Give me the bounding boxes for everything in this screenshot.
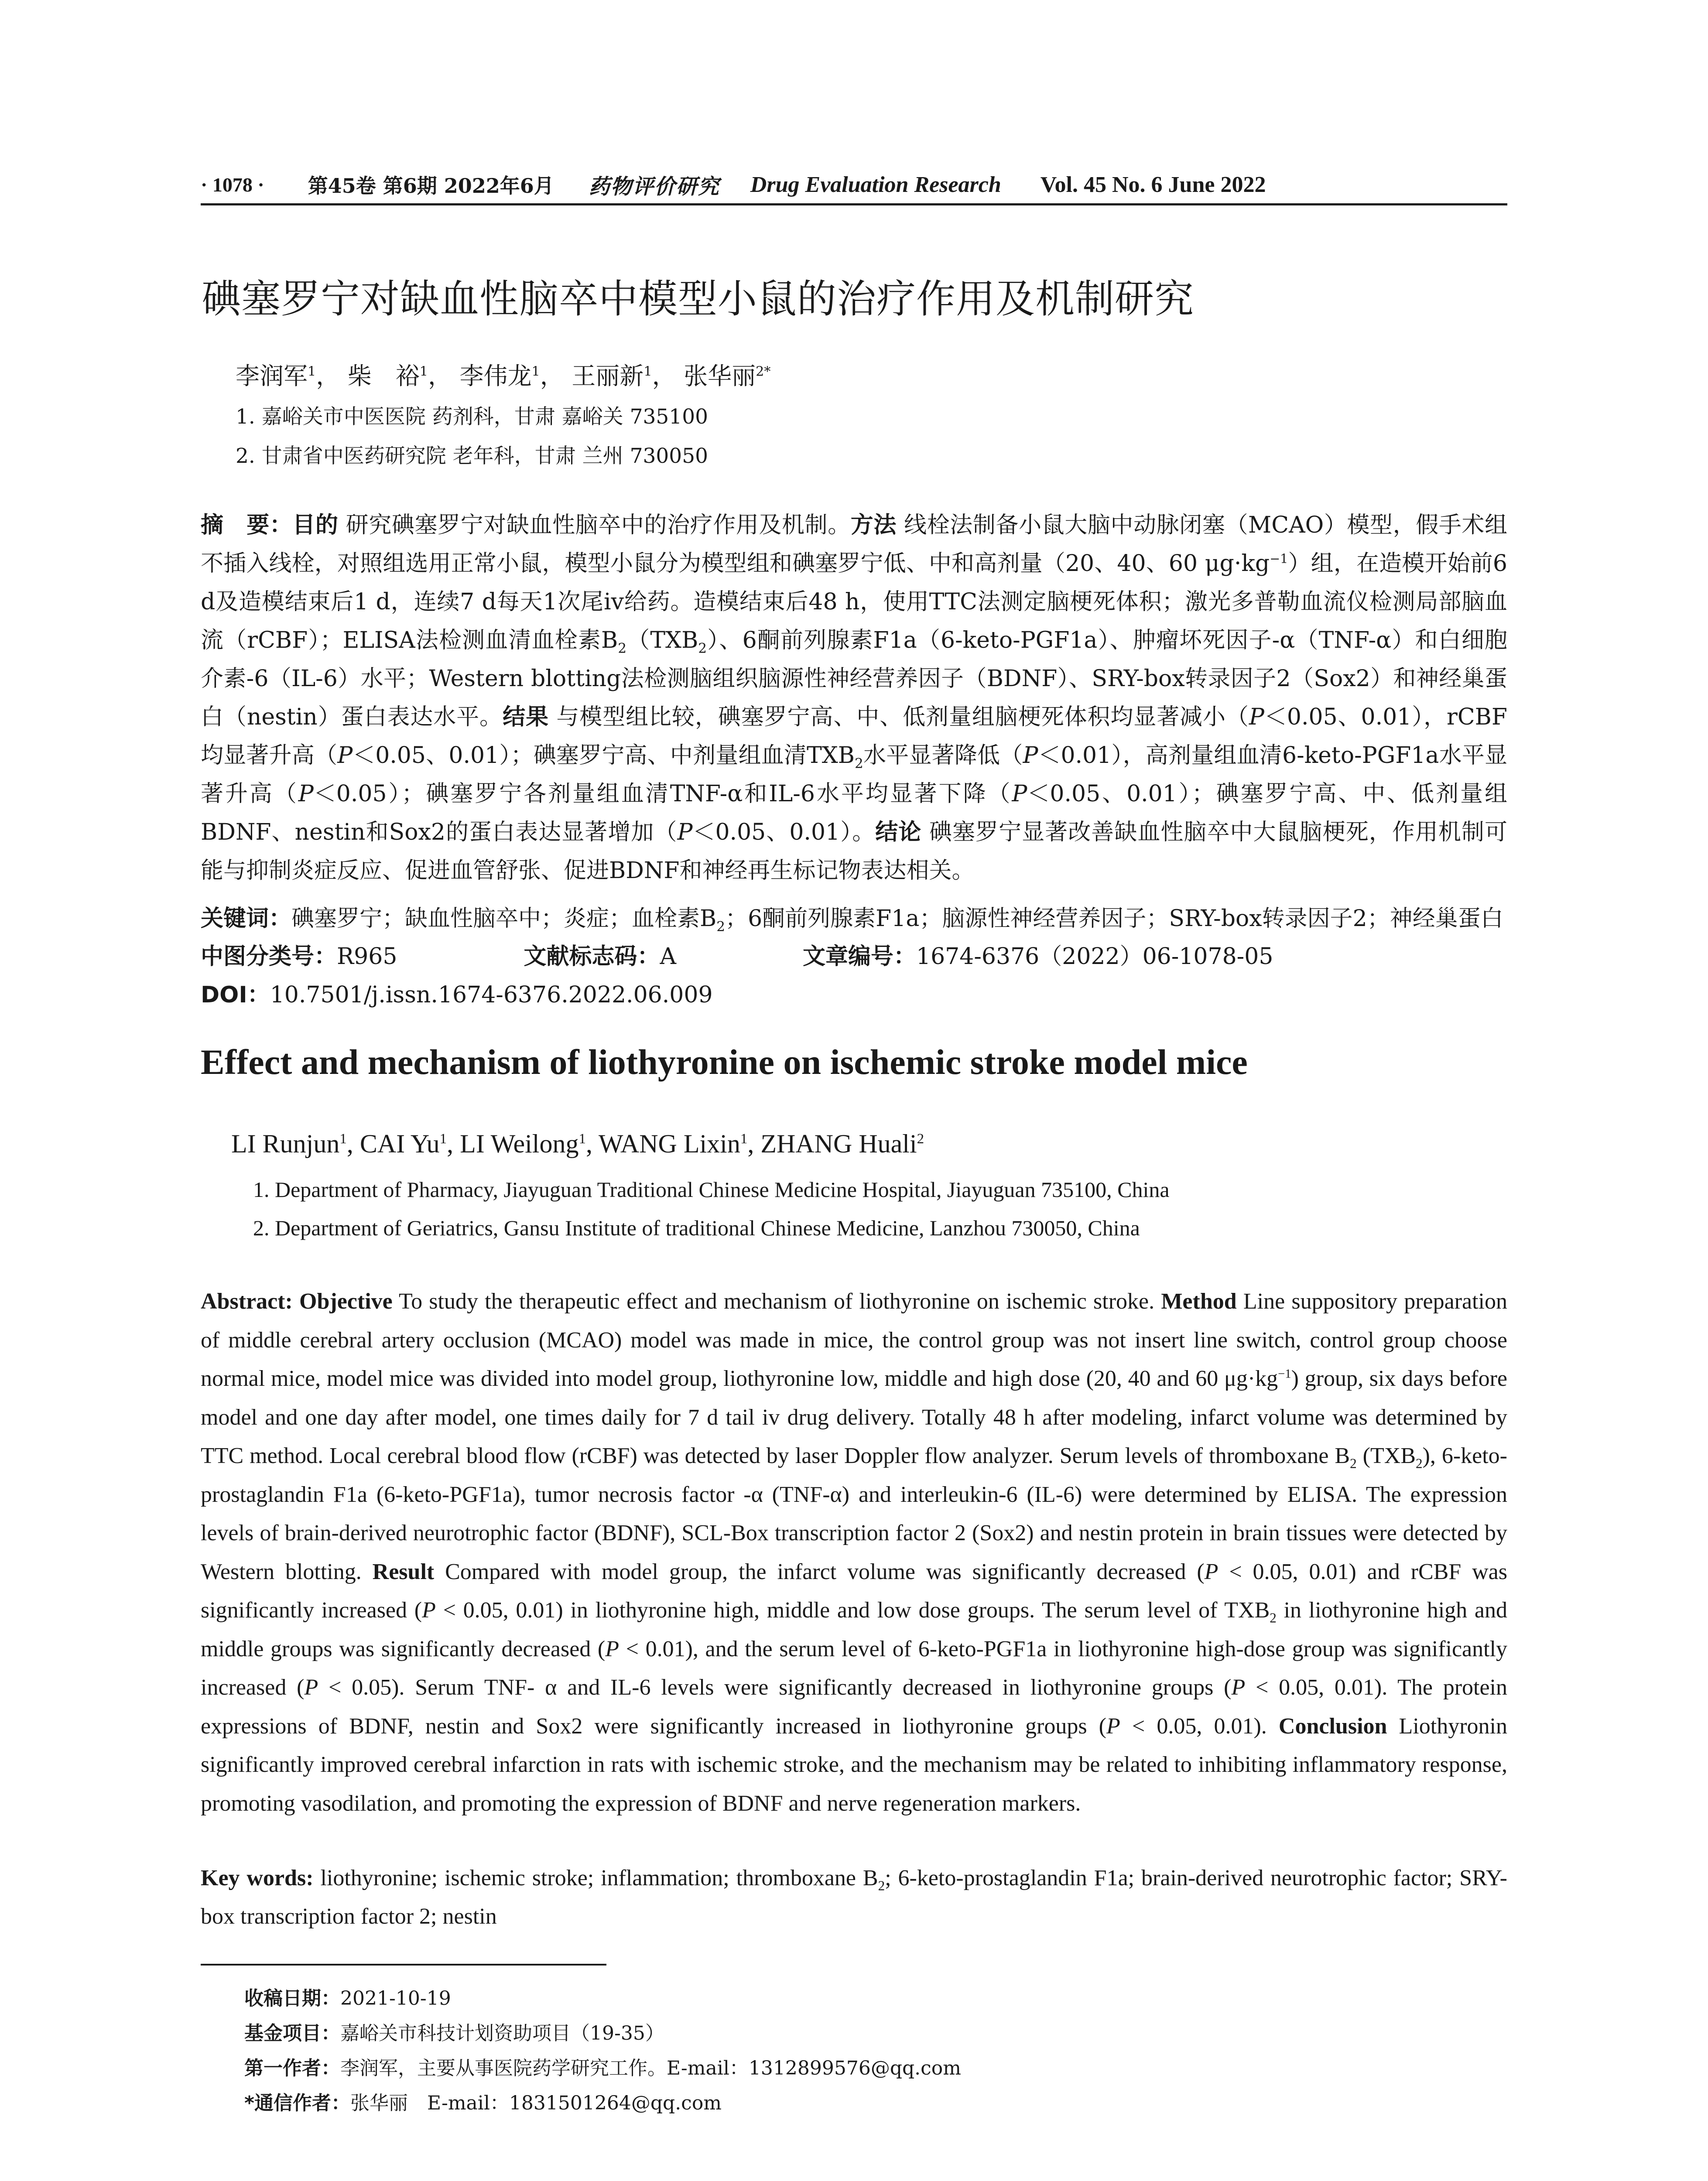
en-abstract-label: Abstract: [201, 1289, 293, 1314]
cn-keywords [201, 899, 1507, 938]
en-author: LI Weilong [460, 1129, 579, 1158]
cn-author-sup: 1 [531, 364, 540, 379]
en-objective-text: To study the therapeutic effect and mechanism of liothyronine on ischemic stroke. [392, 1289, 1161, 1314]
cn-authors [236, 357, 770, 391]
cn-author: 李伟龙 [459, 362, 532, 390]
en-result-text: < 0.05). Serum TNF- α and IL-6 levels were significantly decreased in liothyronine groups ( [318, 1675, 1232, 1700]
cn-keywords-label: 关键词： [201, 906, 292, 932]
article-number [803, 938, 1273, 971]
subscript: 2 [1350, 1456, 1357, 1471]
p-value-symbol: P [1023, 742, 1038, 769]
cn-result-text: 与模型组比较，碘塞罗宁高、中、低剂量组脑梗死体积均显著减小（ [548, 704, 1249, 730]
p-value-symbol: P [1204, 1559, 1219, 1584]
cn-method-text: （TXB [626, 627, 698, 653]
footnote-corresponding-author [244, 2087, 722, 2115]
cn-author-sep: ， [652, 362, 676, 390]
footnote-received [244, 1983, 451, 2010]
p-value-symbol: P [1012, 781, 1027, 807]
superscript: −1 [1278, 1367, 1291, 1381]
en-author-sep: , [585, 1129, 599, 1158]
en-method-text: Line suppository preparation of middle cerebral artery occlusion (MCAO) model was made in mice, the control group was not insert line switch, control group choose normal mice, model mice was divided into model group, liothyronine low, middle and high dose (20, 40 and 60 μg·kg [201, 1289, 1508, 1391]
p-value-symbol: P [677, 819, 693, 845]
doi [201, 976, 713, 1009]
clc-number [201, 938, 397, 971]
cn-author: 王丽新 [572, 362, 644, 390]
subscript: 2 [1270, 1610, 1277, 1626]
en-affiliation-1: 1. Department of Pharmacy, Jiayuguan Traditional Chinese Medicine Hospital, Jiayuguan 735100, China [253, 1177, 1170, 1202]
cn-author-sep: ， [428, 362, 452, 390]
cn-objective-text: 研究碘塞罗宁对缺血性脑卒中的治疗作用及机制。 [338, 512, 851, 538]
en-authors [231, 1129, 924, 1159]
article-number-value: 1674-6376（2022）06-1078-05 [916, 944, 1273, 970]
en-affiliation-2: 2. Department of Geriatrics, Gansu Institute of traditional Chinese Medicine, Lanzhou 730050, China [253, 1216, 1140, 1240]
en-author-sep: , [747, 1129, 761, 1158]
footnote-label: *通信作者： [244, 2092, 351, 2114]
p-value-symbol: P [1106, 1713, 1120, 1739]
cn-method-text: ）、6酮前列腺素F1a（6-keto-PGF1a）、肿瘤坏死因子-α（TNF-α）和白细胞介素-6（IL-6）水平；Western blotting法检测脑组织脑源性神经营养因子（BDNF）、SRY-box转录因子2（Sox2）和神经巢蛋白（nestin）蛋白表达水平。 [201, 627, 1507, 730]
en-author-sup: 2 [917, 1131, 924, 1147]
doi-value: 10.7501/j.issn.1674-6376.2022.06.009 [270, 982, 713, 1008]
en-author-sup: 1 [339, 1131, 347, 1147]
footnote-label: 基金项目： [244, 2022, 340, 2044]
en-conclusion-text: Liothyronin significantly improved cerebral infarction in rats with ischemic stroke, and the mechanism may be related to inhibiting inflammatory response, promoting vasodilation, and promoting the expression of BDNF and nerve regeneration markers. [201, 1713, 1507, 1816]
cn-abstract-label: 摘 要： [201, 512, 293, 538]
volume-en: Vol. 45 No. 6 June 2022 [1040, 172, 1266, 197]
en-objective-label: Objective [299, 1289, 393, 1314]
en-keywords-text: ; 6-keto-prostaglandin F1a; brain-derived neurotrophic factor; SRY-box transcription factor 2; nestin [201, 1866, 1507, 1929]
en-keywords-label: Key words: [201, 1866, 314, 1890]
cn-result-text: 水平显著降低（ [863, 742, 1023, 769]
en-author: WANG Lixin [598, 1129, 740, 1158]
en-abstract [201, 1282, 1507, 1823]
en-result-text: < 0.01), and the serum level of 6-keto-PGF1a in liothyronine high-dose group was significantly increased ( [201, 1636, 1507, 1700]
en-title: Effect and mechanism of liothyronine on ischemic stroke model mice [201, 1042, 1248, 1082]
en-author-sup: 1 [740, 1131, 748, 1147]
cn-result-text: ＜0.05、0.01），rCBF均显著升高（ [201, 704, 1507, 769]
footnote-rule [201, 1964, 606, 1966]
cn-keywords-text: ；6酮前列腺素F1a；脑源性神经营养因子；SRY-box转录因子2；神经巢蛋白 [725, 906, 1503, 932]
en-author-sep: , [447, 1129, 460, 1158]
en-result-text: < 0.05, 0.01). The protein expressions of BDNF, nestin and Sox2 were significantly increased in liothyronine groups ( [201, 1675, 1508, 1739]
en-keywords-text: liothyronine; ischemic stroke; inflammation; thromboxane B [313, 1866, 878, 1890]
subscript: 2 [698, 640, 707, 656]
en-author: LI Runjun [231, 1129, 340, 1158]
en-method-text: ) group, six days before model and one day after model, one times daily for 7 d tail iv drug delivery. Totally 48 h after modeling, infarct volume was determined by TTC method. Local cerebral blood flow (rCBF) was detected by laser Doppler flow analyzer. Serum levels of thromboxane B [201, 1366, 1507, 1468]
journal-logo-cn: 药物评价研究 [589, 174, 720, 199]
en-author-sep: , [346, 1129, 360, 1158]
subscript: 2 [618, 640, 627, 656]
p-value-symbol: P [605, 1636, 619, 1661]
p-value-symbol: P [422, 1598, 436, 1623]
cn-classification-line [201, 938, 1273, 971]
cn-conclusion-text: 碘塞罗宁显著改善缺血性脑卒中大鼠脑梗死，作用机制可能与抑制炎症反应、促进血管舒张、促进BDNF和神经再生标记物表达相关。 [201, 819, 1507, 884]
doi-label: DOI： [201, 982, 270, 1008]
running-header [201, 169, 1507, 200]
en-keywords [201, 1859, 1507, 1936]
journal-name-en: Drug Evaluation Research [750, 172, 1001, 197]
cn-result-text: ＜0.05、0.01）；碘塞罗宁高、中剂量组血清TXB [353, 742, 855, 769]
en-method-text: (TXB [1356, 1443, 1416, 1468]
cn-affiliation-2: 2. 甘肃省中医药研究院 老年科，甘肃 兰州 730050 [236, 444, 709, 468]
document-code-value: A [660, 944, 676, 970]
cn-result-text: ＜0.05、0.01）。 [692, 819, 876, 845]
issue-cn: 第45卷 第6期 2022年6月 [308, 174, 554, 198]
header-rule [201, 203, 1507, 205]
en-conclusion-label: Conclusion [1278, 1713, 1387, 1739]
cn-result-text: ＜0.01），高剂量组血清6-keto-PGF1a水平显著升高（ [201, 742, 1507, 807]
cn-author-sup: 1 [419, 364, 428, 379]
en-author-sup: 1 [439, 1131, 447, 1147]
cn-author-sup: 2* [756, 364, 771, 379]
cn-author-sup: 1 [308, 364, 316, 379]
cn-method-text: 线栓法制备小鼠大脑中动脉闭塞（MCAO）模型，假手术组不插入线栓，对照组选用正常小鼠，模型小鼠分为模型组和碘塞罗宁低、中和高剂量（20、40、60 μg·kg [201, 512, 1508, 577]
en-result-text: in liothyronine high and middle groups was significantly decreased ( [201, 1598, 1507, 1661]
en-author: CAI Yu [359, 1129, 440, 1158]
cn-result-text: ＜0.05、0.01）；碘塞罗宁高、中、低剂量组BDNF、nestin和Sox2的蛋白表达显著增加（ [201, 781, 1507, 845]
cn-affiliation-1: 1. 嘉峪关市中医医院 药剂科，甘肃 嘉峪关 735100 [236, 405, 709, 429]
cn-abstract [201, 506, 1507, 890]
cn-method-label: 方法 [850, 512, 897, 538]
cn-keywords-text: 碘塞罗宁；缺血性脑卒中；炎症；血栓素B [291, 906, 717, 932]
subscript: 2 [878, 1878, 885, 1894]
en-result-text: < 0.05, 0.01). [1120, 1713, 1279, 1739]
footnote-text: 2021-10-19 [340, 1987, 451, 2010]
p-value-symbol: P [298, 781, 314, 807]
subscript: 2 [1415, 1456, 1423, 1471]
cn-author: 张华丽 [684, 362, 756, 390]
en-method-text: ), 6-keto-prostaglandin F1a (6-keto-PGF1a), tumor necrosis factor -α (TNF-α) and interleukin-6 (IL-6) were determined by ELISA. The expression levels of brain-derived neurotrophic factor (BDNF), SCL-Box transcription factor 2 (Sox2) and nestin protein in brain tissues were detected by Western blotting. [201, 1443, 1507, 1584]
en-author-sup: 1 [578, 1131, 586, 1147]
document-code [524, 938, 676, 971]
cn-result-label: 结果 [503, 704, 549, 730]
cn-conclusion-label: 结论 [875, 819, 922, 845]
superscript: −1 [1270, 551, 1288, 566]
page-number: · 1078 · [201, 173, 264, 196]
clc-label: 中图分类号： [201, 944, 337, 970]
document-code-label: 文献标志码： [524, 944, 660, 970]
footnote-text: 张华丽 E-mail：1831501264@qq.com [350, 2092, 722, 2114]
footnote-text: 李润军，主要从事医院药学研究工作。E-mail：1312899576@qq.com [340, 2057, 962, 2079]
cn-title: 碘塞罗宁对缺血性脑卒中模型小鼠的治疗作用及机制研究 [202, 276, 1194, 322]
cn-author-sep: ， [540, 362, 564, 390]
subscript: 2 [855, 755, 863, 772]
subscript: 2 [716, 919, 726, 935]
cn-author-sep: ， [316, 362, 340, 390]
footnote-text: 嘉峪关市科技计划资助项目（19-35） [340, 2022, 664, 2044]
cn-method-text: ）组，在造模开始前6 d及造模结束后1 d，连续7 d每天1次尾iv给药。造模结束后48 h，使用TTC法测定脑梗死体积；激光多普勒血流仪检测局部脑血流（rCBF）；ELISA法检测血清血栓素B [201, 550, 1507, 653]
article-number-label: 文章编号： [803, 944, 917, 970]
cn-author: 柴 裕 [347, 362, 420, 390]
p-value-symbol: P [1249, 704, 1264, 730]
cn-author-sup: 1 [643, 364, 652, 379]
cn-author: 李润军 [236, 362, 308, 390]
p-value-symbol: P [337, 742, 353, 769]
p-value-symbol: P [1231, 1675, 1246, 1700]
en-result-text: < 0.05, 0.01) in liothyronine high, middle and low dose groups. The serum level of TXB [435, 1598, 1270, 1623]
en-author: ZHANG Huali [760, 1129, 917, 1158]
en-result-text: Compared with model group, the infarct volume was significantly decreased ( [434, 1559, 1205, 1584]
en-result-text: < 0.05, 0.01) and rCBF was significantly increased ( [201, 1559, 1507, 1623]
p-value-symbol: P [304, 1675, 318, 1700]
footnote-label: 第一作者： [244, 2057, 340, 2079]
cn-result-text: ＜0.05）；碘塞罗宁各剂量组血清TNF-α和IL-6水平均显著下降（ [313, 781, 1012, 807]
footnote-funding [244, 2017, 664, 2045]
cn-objective-label: 目的 [292, 512, 339, 538]
clc-value: R965 [337, 944, 397, 970]
en-result-label: Result [372, 1559, 435, 1584]
footnote-label: 收稿日期： [244, 1987, 340, 2010]
footnote-first-author [244, 2052, 961, 2080]
en-method-label: Method [1161, 1289, 1237, 1314]
